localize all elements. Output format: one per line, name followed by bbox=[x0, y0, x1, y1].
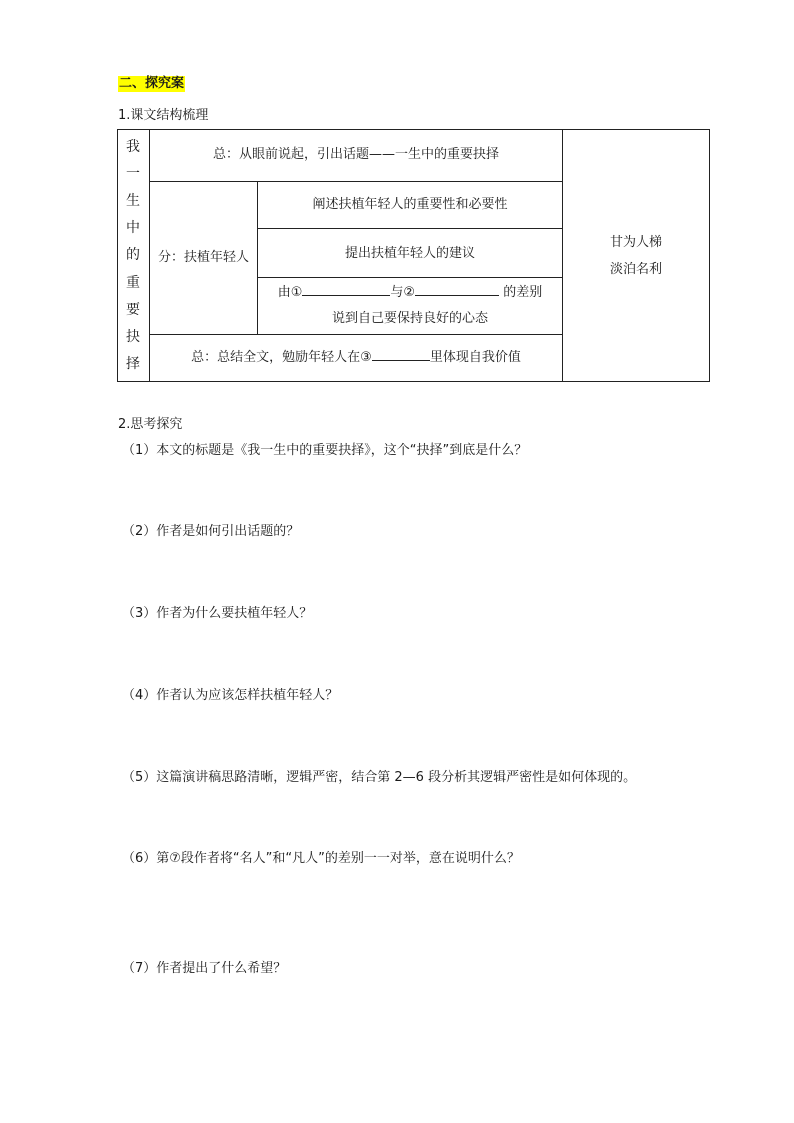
intro-cell: 总：从眼前说起，引出话题——一生中的重要抉择 bbox=[212, 147, 499, 162]
point3-cell bbox=[258, 281, 562, 300]
title-char: 的 bbox=[126, 247, 140, 264]
conclusion-suffix: 里体现自我价值 bbox=[429, 350, 521, 365]
conclusion-prefix: 总：总结全文，勉励年轻人在③ bbox=[191, 350, 372, 365]
title-char: 要 bbox=[126, 301, 140, 318]
question-7: （7）作者提出了什么希望？ bbox=[122, 961, 287, 976]
title-char: 我 bbox=[126, 138, 140, 155]
right-line-2: 淡泊名利 bbox=[609, 262, 662, 277]
title-char: 一 bbox=[126, 165, 140, 182]
question-3: （3）作者为什么要扶植年轻人？ bbox=[122, 606, 313, 621]
right-line-1: 甘为人梯 bbox=[609, 235, 662, 250]
point2-cell: 提出扶植年轻人的建议 bbox=[344, 246, 475, 261]
title-char: 抉 bbox=[126, 329, 140, 346]
structure-table bbox=[117, 129, 710, 382]
middle-label-cell: 分：扶植年轻人 bbox=[157, 250, 249, 265]
point3-prefix: 由① bbox=[277, 285, 303, 300]
question-4: （4）作者认为应该怎样扶植年轻人？ bbox=[122, 688, 339, 703]
question-1: （1）本文的标题是《我一生中的重要抉择》，这个“抉择”到底是什么？ bbox=[122, 443, 528, 458]
point3-mid: 与② bbox=[390, 285, 416, 300]
question-6: （6）第⑦段作者将“名人”和“凡人”的差别一一对举，意在说明什么？ bbox=[122, 851, 520, 866]
point3-line2: 说到自己要保持良好的心态 bbox=[331, 311, 488, 326]
answer-blank-1[interactable] bbox=[302, 283, 390, 296]
thinking-title: 2.思考探究 bbox=[118, 417, 183, 432]
answer-blank-3[interactable] bbox=[372, 348, 430, 361]
structure-title: 1.课文结构梳理 bbox=[118, 108, 209, 123]
conclusion-cell bbox=[150, 346, 562, 365]
point1-cell: 阐述扶植年轻人的重要性和必要性 bbox=[312, 197, 508, 212]
vertical-title bbox=[117, 129, 149, 382]
answer-blank-2[interactable] bbox=[415, 283, 499, 296]
point3-suffix: 的差别 bbox=[503, 285, 543, 300]
title-char: 生 bbox=[126, 193, 140, 210]
title-char: 择 bbox=[126, 356, 140, 373]
title-char: 重 bbox=[126, 274, 140, 291]
section-title: 二、探究案 bbox=[119, 76, 185, 91]
question-2: （2）作者是如何引出话题的？ bbox=[122, 524, 300, 539]
question-5: （5）这篇演讲稿思路清晰，逻辑严密，结合第 2—6 段分析其逻辑严密性是如何体现的。 bbox=[122, 770, 637, 785]
title-char: 中 bbox=[126, 220, 140, 237]
